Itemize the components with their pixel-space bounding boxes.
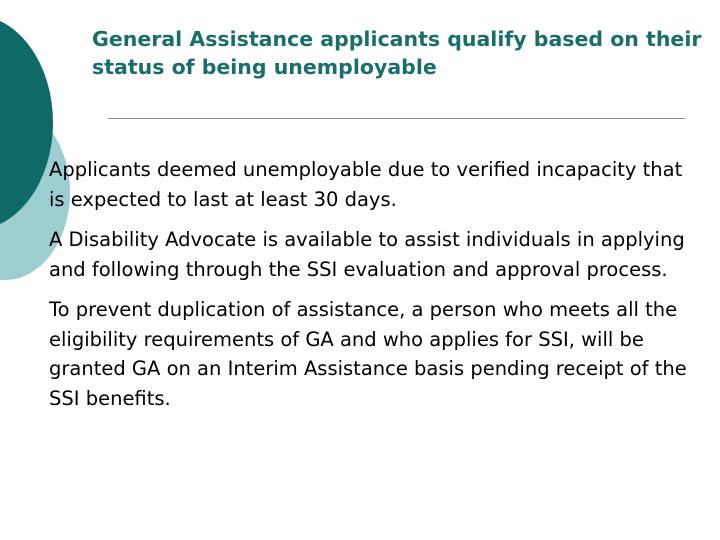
- body-paragraph-1: Applicants deemed unemployable due to verified incapacity that is expected to last at least 30 days.: [49, 158, 683, 211]
- title-divider: [108, 118, 685, 119]
- slide-title: General Assistance applicants qualify based on their status of being unemployable: [92, 27, 702, 79]
- body-paragraph-2: A Disability Advocate is available to assist individuals in applying and following through the SSI evaluation and approval process.: [49, 228, 685, 281]
- slide-body: [49, 155, 689, 424]
- body-paragraph-3: To prevent duplication of assistance, a person who meets all the eligibility requirements of GA and who applies for SSI, will be granted GA on an Interim Assistance basis pending receipt of the SSI benefits.: [49, 298, 687, 410]
